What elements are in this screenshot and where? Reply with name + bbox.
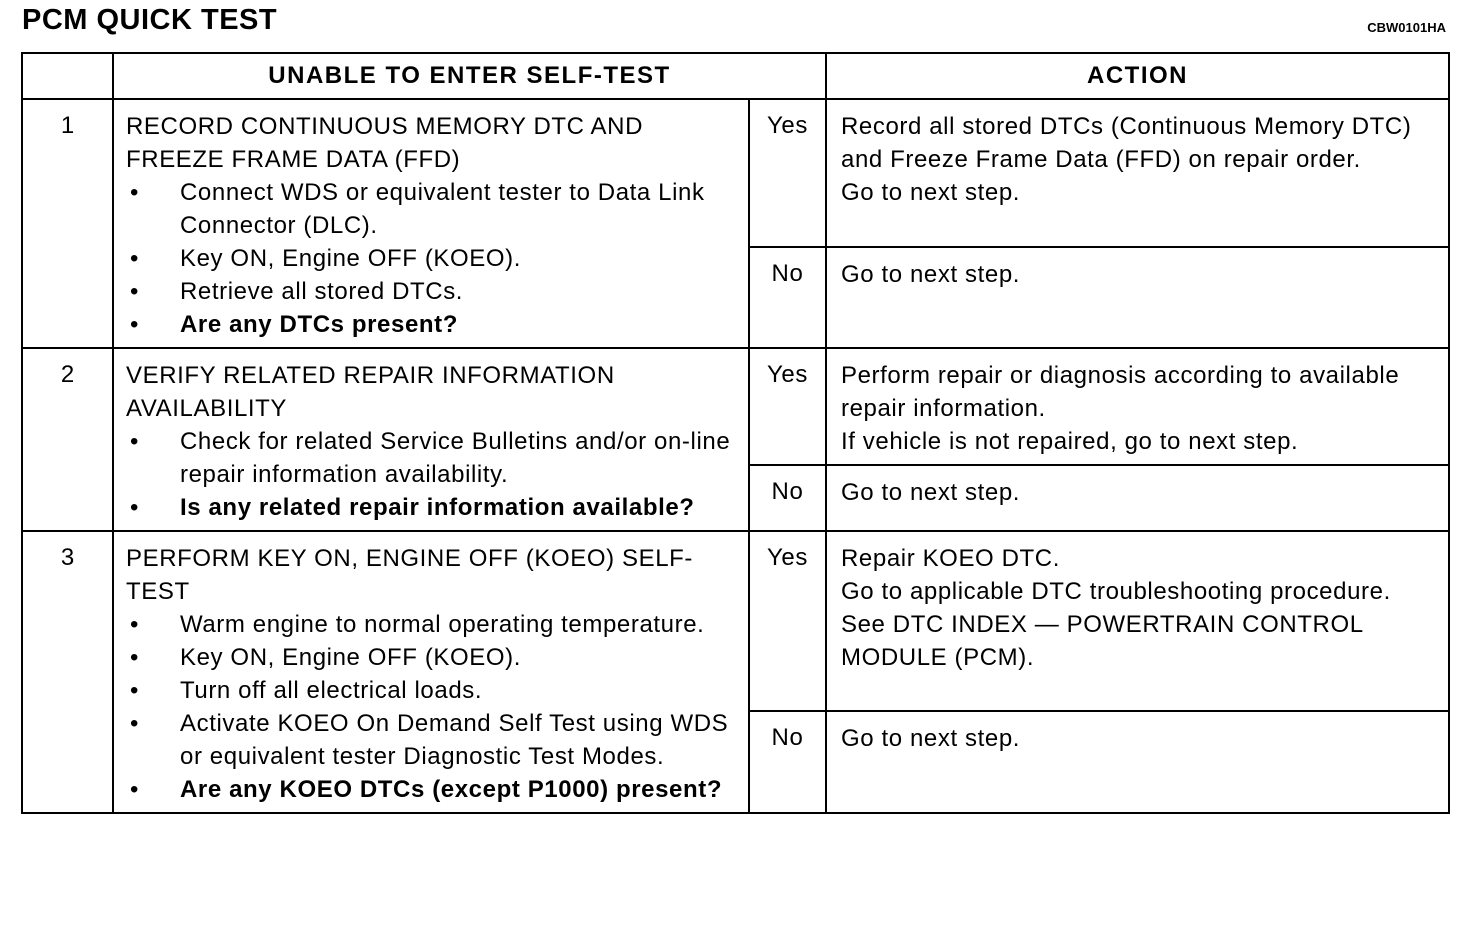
list-item: • Key ON, Engine OFF (KOEO).	[126, 641, 742, 674]
step-number: 3	[22, 531, 113, 813]
yes-action: Repair KOEO DTC. Go to applicable DTC troubleshooting procedure. See DTC INDEX — POWERTRAIN CONTROL MODULE (PCM).	[826, 531, 1449, 711]
step-description	[113, 348, 749, 531]
step-3-yes-row	[22, 531, 1449, 711]
list-item: • Warm engine to normal operating temperature.	[126, 608, 742, 641]
figure-code: CBW0101HA	[1367, 20, 1446, 35]
yes-label: Yes	[749, 348, 826, 465]
quick-test-table	[21, 52, 1450, 814]
step-heading: VERIFY RELATED REPAIR INFORMATION AVAILABILITY	[126, 362, 615, 422]
step-number: 1	[22, 99, 113, 348]
step-question: • Is any related repair information available?	[126, 491, 742, 524]
list-item: • Retrieve all stored DTCs.	[126, 275, 742, 308]
list-item: • Turn off all electrical loads.	[126, 674, 742, 707]
step-heading: RECORD CONTINUOUS MEMORY DTC AND FREEZE FRAME DATA (FFD)	[126, 113, 644, 173]
list-item: • Connect WDS or equivalent tester to Data Link Connector (DLC).	[126, 176, 742, 242]
table-header-row	[22, 53, 1449, 99]
bullet-icon: •	[130, 644, 140, 671]
page-title: PCM QUICK TEST	[22, 4, 278, 36]
step-heading: PERFORM KEY ON, ENGINE OFF (KOEO) SELF-TEST	[126, 545, 694, 605]
step-question: • Are any DTCs present?	[126, 308, 742, 341]
bullet-icon: •	[130, 428, 140, 455]
no-action: Go to next step.	[826, 465, 1449, 531]
step-number: 2	[22, 348, 113, 531]
yes-label: Yes	[749, 531, 826, 711]
bullet-icon: •	[130, 179, 140, 206]
step-1-yes-row	[22, 99, 1449, 247]
bullet-icon: •	[130, 278, 140, 305]
no-label: No	[749, 247, 826, 348]
list-item: • Check for related Service Bulletins and/or on-line repair information availability.	[126, 425, 742, 491]
yes-action: Record all stored DTCs (Continuous Memory DTC) and Freeze Frame Data (FFD) on repair order. Go to next step.	[826, 99, 1449, 247]
yes-label: Yes	[749, 99, 826, 247]
list-item: • Activate KOEO On Demand Self Test using WDS or equivalent tester Diagnostic Test Modes.	[126, 707, 742, 773]
action-column-header: ACTION	[826, 53, 1449, 99]
list-item: • Key ON, Engine OFF (KOEO).	[126, 242, 742, 275]
bullet-icon: •	[130, 710, 140, 737]
bullet-icon: •	[130, 245, 140, 272]
bullet-icon: •	[130, 494, 140, 521]
no-action: Go to next step.	[826, 711, 1449, 813]
no-action: Go to next step.	[826, 247, 1449, 348]
step-question: • Are any KOEO DTCs (except P1000) present?	[126, 773, 742, 806]
bullet-icon: •	[130, 311, 140, 338]
yes-action: Perform repair or diagnosis according to available repair information. If vehicle is not repaired, go to next step.	[826, 348, 1449, 465]
no-label: No	[749, 711, 826, 813]
bullet-icon: •	[130, 677, 140, 704]
no-label: No	[749, 465, 826, 531]
bullet-icon: •	[130, 611, 140, 638]
step-description	[113, 531, 749, 813]
step-2-yes-row	[22, 348, 1449, 465]
step-description	[113, 99, 749, 348]
bullet-icon: •	[130, 776, 140, 803]
step-number-header	[22, 53, 113, 99]
test-column-header: UNABLE TO ENTER SELF-TEST	[113, 53, 826, 99]
